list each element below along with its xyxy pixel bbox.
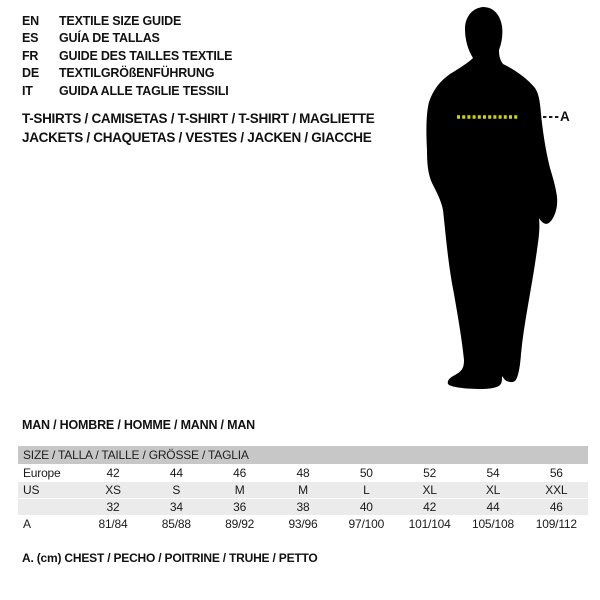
language-code: FR	[22, 48, 39, 63]
size-cell: S	[172, 483, 181, 497]
size-cell: 101/104	[408, 517, 451, 531]
language-row-it	[22, 83, 232, 100]
size-cell: 44	[486, 500, 500, 514]
size-cell: 42	[106, 466, 120, 480]
size-cell: 32	[106, 500, 120, 514]
language-title: TEXTILE SIZE GUIDE	[59, 14, 182, 28]
size-cell: M	[234, 483, 245, 497]
language-code: ES	[22, 31, 39, 46]
size-cell: 56	[549, 466, 563, 480]
size-cell: M	[298, 483, 308, 497]
man-silhouette-svg	[412, 2, 572, 402]
size-cell: XL	[422, 483, 437, 497]
size-cell: L	[363, 483, 370, 497]
measurement-figure	[412, 2, 572, 402]
size-cell: XXL	[545, 483, 568, 497]
size-cell: 44	[169, 466, 183, 480]
size-cell: 36	[233, 500, 247, 514]
size-cell: 42	[423, 500, 437, 514]
language-title: TEXTILGRÖßENFÜHRUNG	[59, 66, 215, 81]
language-row-en	[22, 13, 232, 30]
size-cell: 38	[296, 500, 310, 514]
size-cell: XS	[105, 483, 121, 497]
size-table	[18, 446, 588, 533]
language-code: IT	[22, 83, 33, 98]
man-silhouette	[426, 7, 557, 389]
measurement-footnote: A. (cm) CHEST / PECHO / POITRINE / TRUHE / PETTO	[22, 551, 318, 565]
language-row-fr	[22, 48, 232, 65]
size-cell: XL	[485, 483, 501, 497]
size-cell: 40	[359, 500, 373, 514]
table-row-europe	[18, 465, 588, 482]
size-cell: 109/112	[535, 517, 577, 531]
size-cell: 97/100	[348, 517, 385, 531]
language-title: GUÍA DE TALLAS	[59, 31, 160, 46]
size-cell: 52	[423, 466, 437, 480]
size-cell: 105/108	[471, 517, 514, 531]
size-cell: 89/92	[225, 517, 255, 531]
category-jackets: JACKETS / CHAQUETAS / VESTES / JACKEN / GIACCHE	[22, 130, 372, 145]
language-code: EN	[22, 14, 39, 28]
chest-measure-label: A	[560, 109, 570, 124]
size-cell: 93/96	[288, 517, 318, 531]
table-row-numeric	[18, 499, 588, 516]
row-label: US	[23, 483, 40, 497]
row-label	[18, 499, 81, 516]
size-table-header-row	[18, 446, 588, 465]
language-title: GUIDA ALLE TAGLIE TESSILI	[59, 83, 229, 98]
language-legend	[22, 13, 232, 100]
size-cell: 34	[169, 500, 183, 514]
language-code: DE	[22, 66, 39, 81]
size-cell: 46	[233, 466, 247, 480]
size-cell: 50	[359, 466, 373, 480]
section-title-man: MAN / HOMBRE / HOMME / MANN / MAN	[22, 418, 255, 432]
size-cell: 54	[486, 466, 500, 480]
category-tshirts: T-SHIRTS / CAMISETAS / T-SHIRT / T-SHIRT / MAGLIETTE	[22, 111, 375, 126]
size-table-header: SIZE / TALLA / TAILLE / GRÖSSE / TAGLIA	[18, 446, 588, 465]
garment-categories	[22, 109, 374, 147]
language-row-es	[22, 30, 232, 47]
size-cell: 48	[296, 466, 310, 480]
size-cell: 81/84	[98, 517, 128, 531]
language-row-de	[22, 65, 232, 82]
table-row-chest-a	[18, 516, 588, 533]
size-cell: 85/88	[161, 517, 191, 531]
size-cell: 46	[549, 500, 563, 514]
table-row-us	[18, 482, 588, 499]
row-label: A	[23, 517, 31, 531]
row-label: Europe	[23, 466, 61, 480]
language-title: GUIDE DES TAILLES TEXTILE	[59, 48, 233, 63]
